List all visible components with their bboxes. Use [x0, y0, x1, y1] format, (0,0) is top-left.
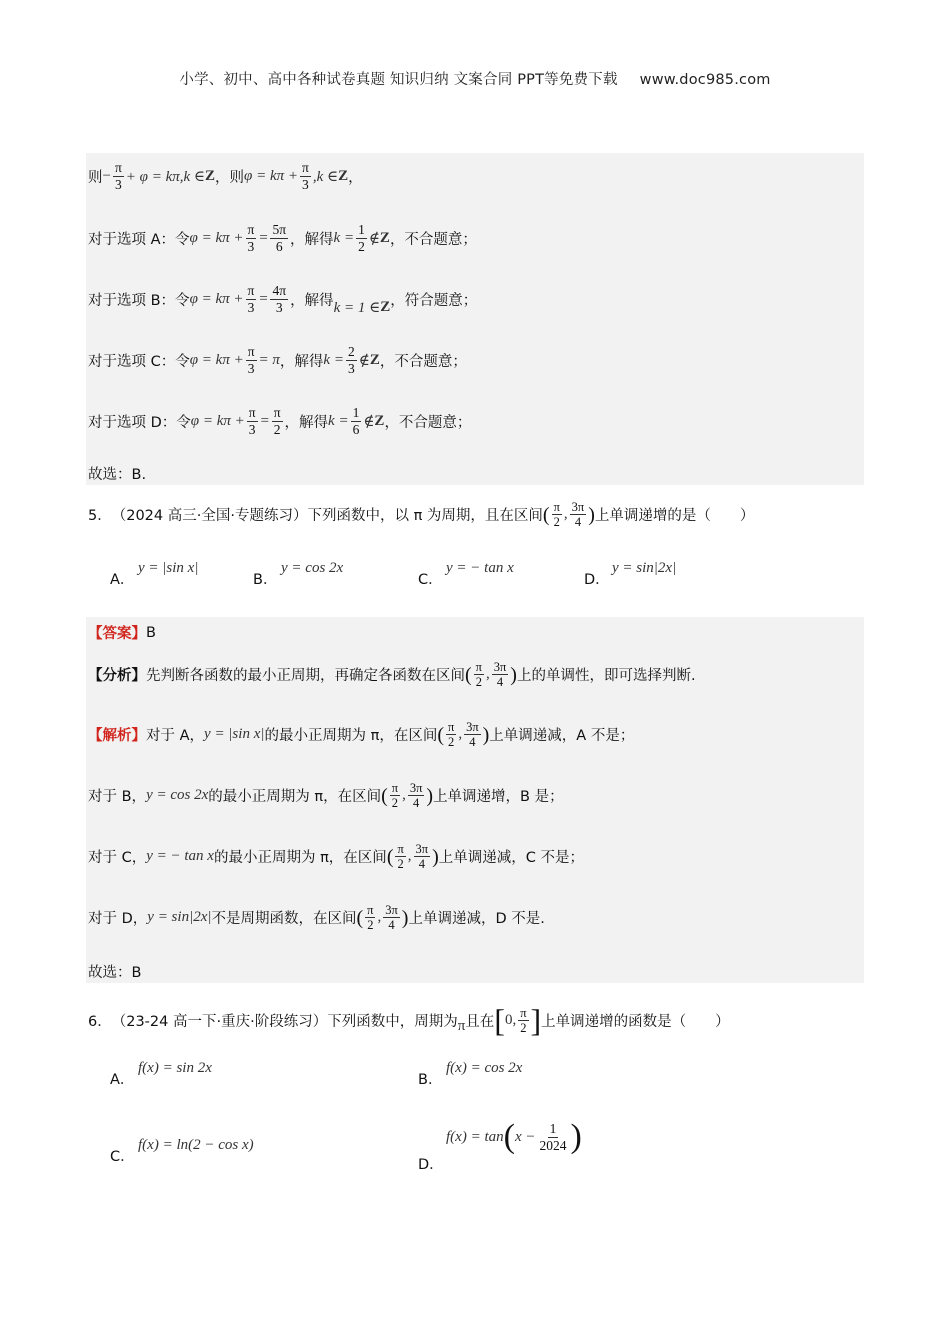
- math: ,: [458, 726, 463, 742]
- math: ,: [563, 506, 568, 522]
- numerator: 3π: [466, 720, 479, 734]
- text: 的最小正周期为 π，在区间: [264, 728, 438, 744]
- denominator: 3: [302, 177, 309, 192]
- math: ,: [402, 787, 406, 803]
- denominator: 4: [388, 918, 395, 932]
- question-source: （23-24 高一下·重庆·阶段练习）: [111, 1013, 328, 1030]
- math: π: [457, 1017, 466, 1034]
- denominator: 6: [352, 422, 360, 437]
- option-label: D．: [584, 572, 610, 588]
- question-number: 5．: [88, 508, 112, 524]
- math: =: [258, 291, 269, 307]
- paren: (: [356, 906, 364, 929]
- math: −: [102, 168, 111, 184]
- parse-line-a: [88, 720, 634, 749]
- text: ，解得: [284, 415, 329, 431]
- denominator: 4: [418, 857, 425, 871]
- numerator: 3π: [571, 500, 585, 514]
- math: ,: [407, 848, 412, 864]
- math: φ = kπ +: [244, 168, 299, 184]
- question-stem: 且在: [465, 1013, 495, 1030]
- paren-close: ): [570, 1118, 582, 1155]
- question-stem: 下列函数中，周期为: [327, 1013, 458, 1030]
- option-formula: y = − tan x: [446, 560, 514, 576]
- paren: (: [386, 845, 394, 868]
- numerator: 1: [358, 222, 365, 237]
- text: ，不合题意；: [389, 232, 477, 248]
- math: Z: [379, 230, 390, 246]
- choose-line: [88, 463, 146, 484]
- denominator: 2: [448, 735, 455, 749]
- fraction: [365, 903, 375, 932]
- math: y = |sin x|: [204, 726, 265, 742]
- denominator: 4: [574, 515, 582, 529]
- option-formula: f(x) = sin 2x: [138, 1060, 212, 1076]
- text: 先判断各函数的最小正周期，再确定各函数在区间: [146, 668, 465, 684]
- fraction: [247, 405, 258, 438]
- fraction: [272, 405, 283, 438]
- parse-line-c: [88, 842, 584, 871]
- paren: ): [401, 906, 409, 929]
- text: 对于 C，: [88, 850, 147, 866]
- paren: ): [426, 784, 434, 807]
- q5-option-a[interactable]: [110, 558, 199, 588]
- choose-line-q5: [88, 961, 141, 982]
- text: 故选：B.: [88, 467, 147, 483]
- numerator: π: [273, 405, 281, 420]
- analysis-line: [88, 660, 696, 689]
- text: 则: [88, 170, 103, 186]
- fraction: [351, 405, 362, 438]
- math: =: [259, 413, 270, 429]
- fraction: [246, 222, 257, 255]
- paren: (: [437, 723, 444, 746]
- header-url[interactable]: www.doc985.com: [639, 72, 771, 88]
- denominator: 6: [275, 239, 283, 254]
- fraction: [408, 781, 425, 810]
- text: ，解得: [279, 354, 324, 370]
- math: Z: [380, 299, 391, 315]
- option-c-check: [88, 344, 467, 377]
- math: Z: [205, 168, 216, 184]
- denominator: 2: [553, 515, 560, 529]
- text: ，符合题意；: [390, 293, 478, 309]
- denominator: 3: [275, 300, 283, 315]
- numerator: 5π: [272, 222, 287, 237]
- math: 0,: [504, 1011, 517, 1028]
- fraction: [390, 781, 400, 810]
- denominator: 3: [115, 177, 122, 192]
- q5-option-b[interactable]: [253, 558, 344, 588]
- math: y = cos 2x: [146, 787, 209, 803]
- text: 则: [229, 170, 245, 186]
- math: k =: [333, 230, 355, 246]
- text: ，解得: [290, 232, 334, 248]
- answer-value: B: [146, 624, 156, 641]
- text: 对于选项 C：令: [88, 354, 190, 370]
- denominator: 4: [412, 796, 420, 810]
- denominator: 3: [347, 361, 355, 376]
- option-formula: y = sin|2x|: [612, 560, 677, 576]
- text: 对于 D，: [88, 911, 148, 927]
- math: k = 1 ∈: [333, 300, 381, 316]
- analysis-tag: 【分析】: [88, 668, 146, 684]
- math: ∉: [368, 231, 380, 247]
- denominator: 2: [367, 918, 374, 932]
- fraction: [552, 500, 562, 529]
- math: φ = kπ +: [189, 230, 244, 246]
- denominator: 2: [397, 857, 404, 871]
- math: ∉: [363, 414, 375, 430]
- q6-option-d[interactable]: [418, 1118, 582, 1173]
- math: Z: [369, 352, 380, 368]
- numerator: π: [391, 781, 399, 795]
- text: 对于 A，: [146, 728, 205, 744]
- answer-line: [88, 622, 156, 643]
- answer-tag: 【答案】: [88, 626, 146, 642]
- numerator: π: [248, 405, 256, 420]
- fraction: [346, 344, 357, 377]
- question-stem: 上单调递增的函数是（ ）: [541, 1013, 730, 1030]
- fraction: [464, 720, 481, 749]
- math: φ = kπ +: [189, 291, 244, 307]
- text: 上单调递减，D 不是.: [408, 911, 545, 927]
- math: ,k ∈: [312, 169, 339, 185]
- paren: ): [432, 845, 439, 868]
- fraction: [246, 283, 257, 316]
- math: φ = kπ +: [189, 352, 244, 368]
- text: 上单调递减，A 不是；: [489, 728, 635, 744]
- fraction: [246, 344, 257, 377]
- text: 对于选项 B：令: [88, 293, 190, 309]
- fraction: [492, 660, 509, 689]
- fraction: [414, 842, 431, 871]
- denominator: 2: [273, 422, 281, 437]
- paren: ): [588, 503, 595, 526]
- numerator: 3π: [493, 660, 507, 674]
- math: k =: [328, 413, 349, 429]
- fraction: [270, 283, 288, 316]
- text: ，不合题意；: [384, 415, 472, 431]
- numerator: π: [475, 660, 482, 674]
- fraction: [270, 222, 288, 255]
- paren: (: [542, 503, 550, 526]
- numerator: π: [247, 222, 255, 237]
- question-6: [88, 1004, 730, 1036]
- option-label: D．: [418, 1156, 444, 1173]
- math: y = sin|2x|: [147, 909, 212, 925]
- fraction: [537, 1121, 568, 1154]
- numerator: 1: [352, 405, 360, 420]
- parse-tag: 【解析】: [88, 728, 146, 744]
- denominator: 2: [391, 796, 399, 810]
- question-stem: 上单调递增的是（ ）: [594, 508, 755, 524]
- text: 上单调递减，C 不是；: [438, 850, 585, 866]
- fraction: [113, 160, 124, 193]
- option-formula: y = |sin x|: [138, 560, 199, 576]
- fraction: [383, 903, 400, 932]
- text: 上的单调性，即可选择判断.: [516, 668, 696, 684]
- question-source: （2024 高三·全国·专题练习）: [111, 508, 308, 524]
- math: ,: [485, 666, 490, 682]
- text: 对于选项 A：令: [88, 232, 190, 248]
- math: Z: [338, 168, 349, 184]
- fraction: [300, 160, 311, 193]
- text: 的最小正周期为 π，在区间: [213, 850, 387, 866]
- math: ,: [377, 909, 382, 925]
- math: = π: [258, 352, 280, 368]
- text: 对于选项 D：令: [88, 415, 191, 431]
- bracket-close: ]: [530, 1002, 542, 1038]
- denominator: 2: [520, 1020, 527, 1035]
- numerator: π: [448, 720, 455, 734]
- fraction: [446, 720, 456, 749]
- math: =: [258, 230, 269, 246]
- numerator: 4π: [272, 283, 287, 298]
- numerator: 1: [549, 1120, 557, 1136]
- text: 上单调递增，B 是；: [433, 789, 564, 805]
- math: + φ = kπ,k ∈: [125, 169, 206, 185]
- numerator: 3π: [385, 903, 398, 917]
- parse-line-b: [88, 781, 564, 810]
- text: 故选：B: [88, 965, 142, 981]
- numerator: 2: [347, 344, 355, 359]
- numerator: π: [302, 160, 309, 175]
- q5-option-d[interactable]: [584, 558, 677, 588]
- option-formula: y = cos 2x: [281, 560, 344, 576]
- text: 对于 B，: [88, 789, 147, 805]
- header-text: 小学、初中、高中各种试卷真题 知识归纳 文案合同 PPT等免费下载: [179, 72, 618, 88]
- option-label: C．: [418, 572, 443, 588]
- bracket-open: [: [494, 1002, 505, 1038]
- paren: ): [510, 663, 517, 686]
- numerator: 3π: [415, 842, 429, 856]
- fraction: [356, 222, 367, 255]
- denominator: 3: [247, 300, 255, 315]
- option-b-check: [88, 283, 477, 316]
- denominator: 4: [469, 735, 476, 749]
- denominator: 3: [247, 239, 255, 254]
- q5-option-c[interactable]: [418, 558, 514, 588]
- q6-option-a[interactable]: [110, 1058, 212, 1088]
- numerator: 3π: [409, 781, 423, 795]
- text: 不是周期函数，在区间: [211, 911, 357, 927]
- numerator: π: [247, 283, 255, 298]
- option-a-check: [88, 222, 477, 255]
- question-5: [88, 500, 754, 529]
- denominator: 4: [496, 675, 504, 689]
- option-d-check: [88, 405, 471, 438]
- text: 的最小正周期为 π，在区间: [208, 789, 382, 805]
- paren: (: [465, 663, 472, 686]
- option-label: B．: [253, 572, 278, 588]
- denominator: 3: [248, 422, 256, 437]
- fraction: [518, 1006, 528, 1035]
- option-label: C．: [110, 1149, 135, 1165]
- text: ，: [348, 170, 363, 186]
- denominator: 2024: [539, 1137, 567, 1153]
- math: ∉: [358, 353, 370, 369]
- numerator: π: [520, 1005, 527, 1020]
- paren: (: [381, 784, 388, 807]
- denominator: 2: [358, 239, 365, 254]
- option-label: B．: [418, 1072, 443, 1088]
- question-number: 6．: [88, 1013, 112, 1030]
- fraction: [395, 842, 405, 871]
- option-label: A．: [110, 572, 135, 588]
- denominator: 3: [247, 361, 255, 376]
- option-formula: x −: [514, 1128, 536, 1145]
- parse-line-d: [88, 903, 545, 932]
- q6-option-b[interactable]: [418, 1058, 523, 1088]
- fraction: [474, 660, 484, 689]
- numerator: π: [397, 842, 404, 856]
- q6-option-c[interactable]: [110, 1135, 254, 1165]
- fraction: [570, 500, 587, 529]
- paren-open: (: [503, 1118, 515, 1155]
- option-formula: f(x) = ln(2 − cos x): [138, 1137, 254, 1153]
- paren: ): [482, 723, 490, 746]
- option-formula: f(x) = cos 2x: [446, 1060, 523, 1076]
- option-formula: f(x) = tan: [446, 1128, 504, 1145]
- numerator: π: [553, 500, 560, 514]
- numerator: π: [114, 160, 122, 175]
- question-stem: 下列函数中，以 π 为周期，且在区间: [307, 508, 543, 524]
- numerator: π: [367, 903, 374, 917]
- page-header: [0, 68, 950, 89]
- text: ，不合题意；: [379, 354, 467, 370]
- option-label: A．: [110, 1072, 135, 1088]
- text: ，解得: [290, 293, 334, 309]
- math: φ = kπ +: [190, 413, 245, 429]
- math: k =: [323, 352, 344, 368]
- denominator: 2: [475, 675, 482, 689]
- math: y = − tan x: [146, 848, 214, 864]
- text: ，: [215, 170, 230, 186]
- math: Z: [374, 413, 385, 429]
- derivation-line: [88, 160, 363, 193]
- numerator: π: [247, 344, 255, 359]
